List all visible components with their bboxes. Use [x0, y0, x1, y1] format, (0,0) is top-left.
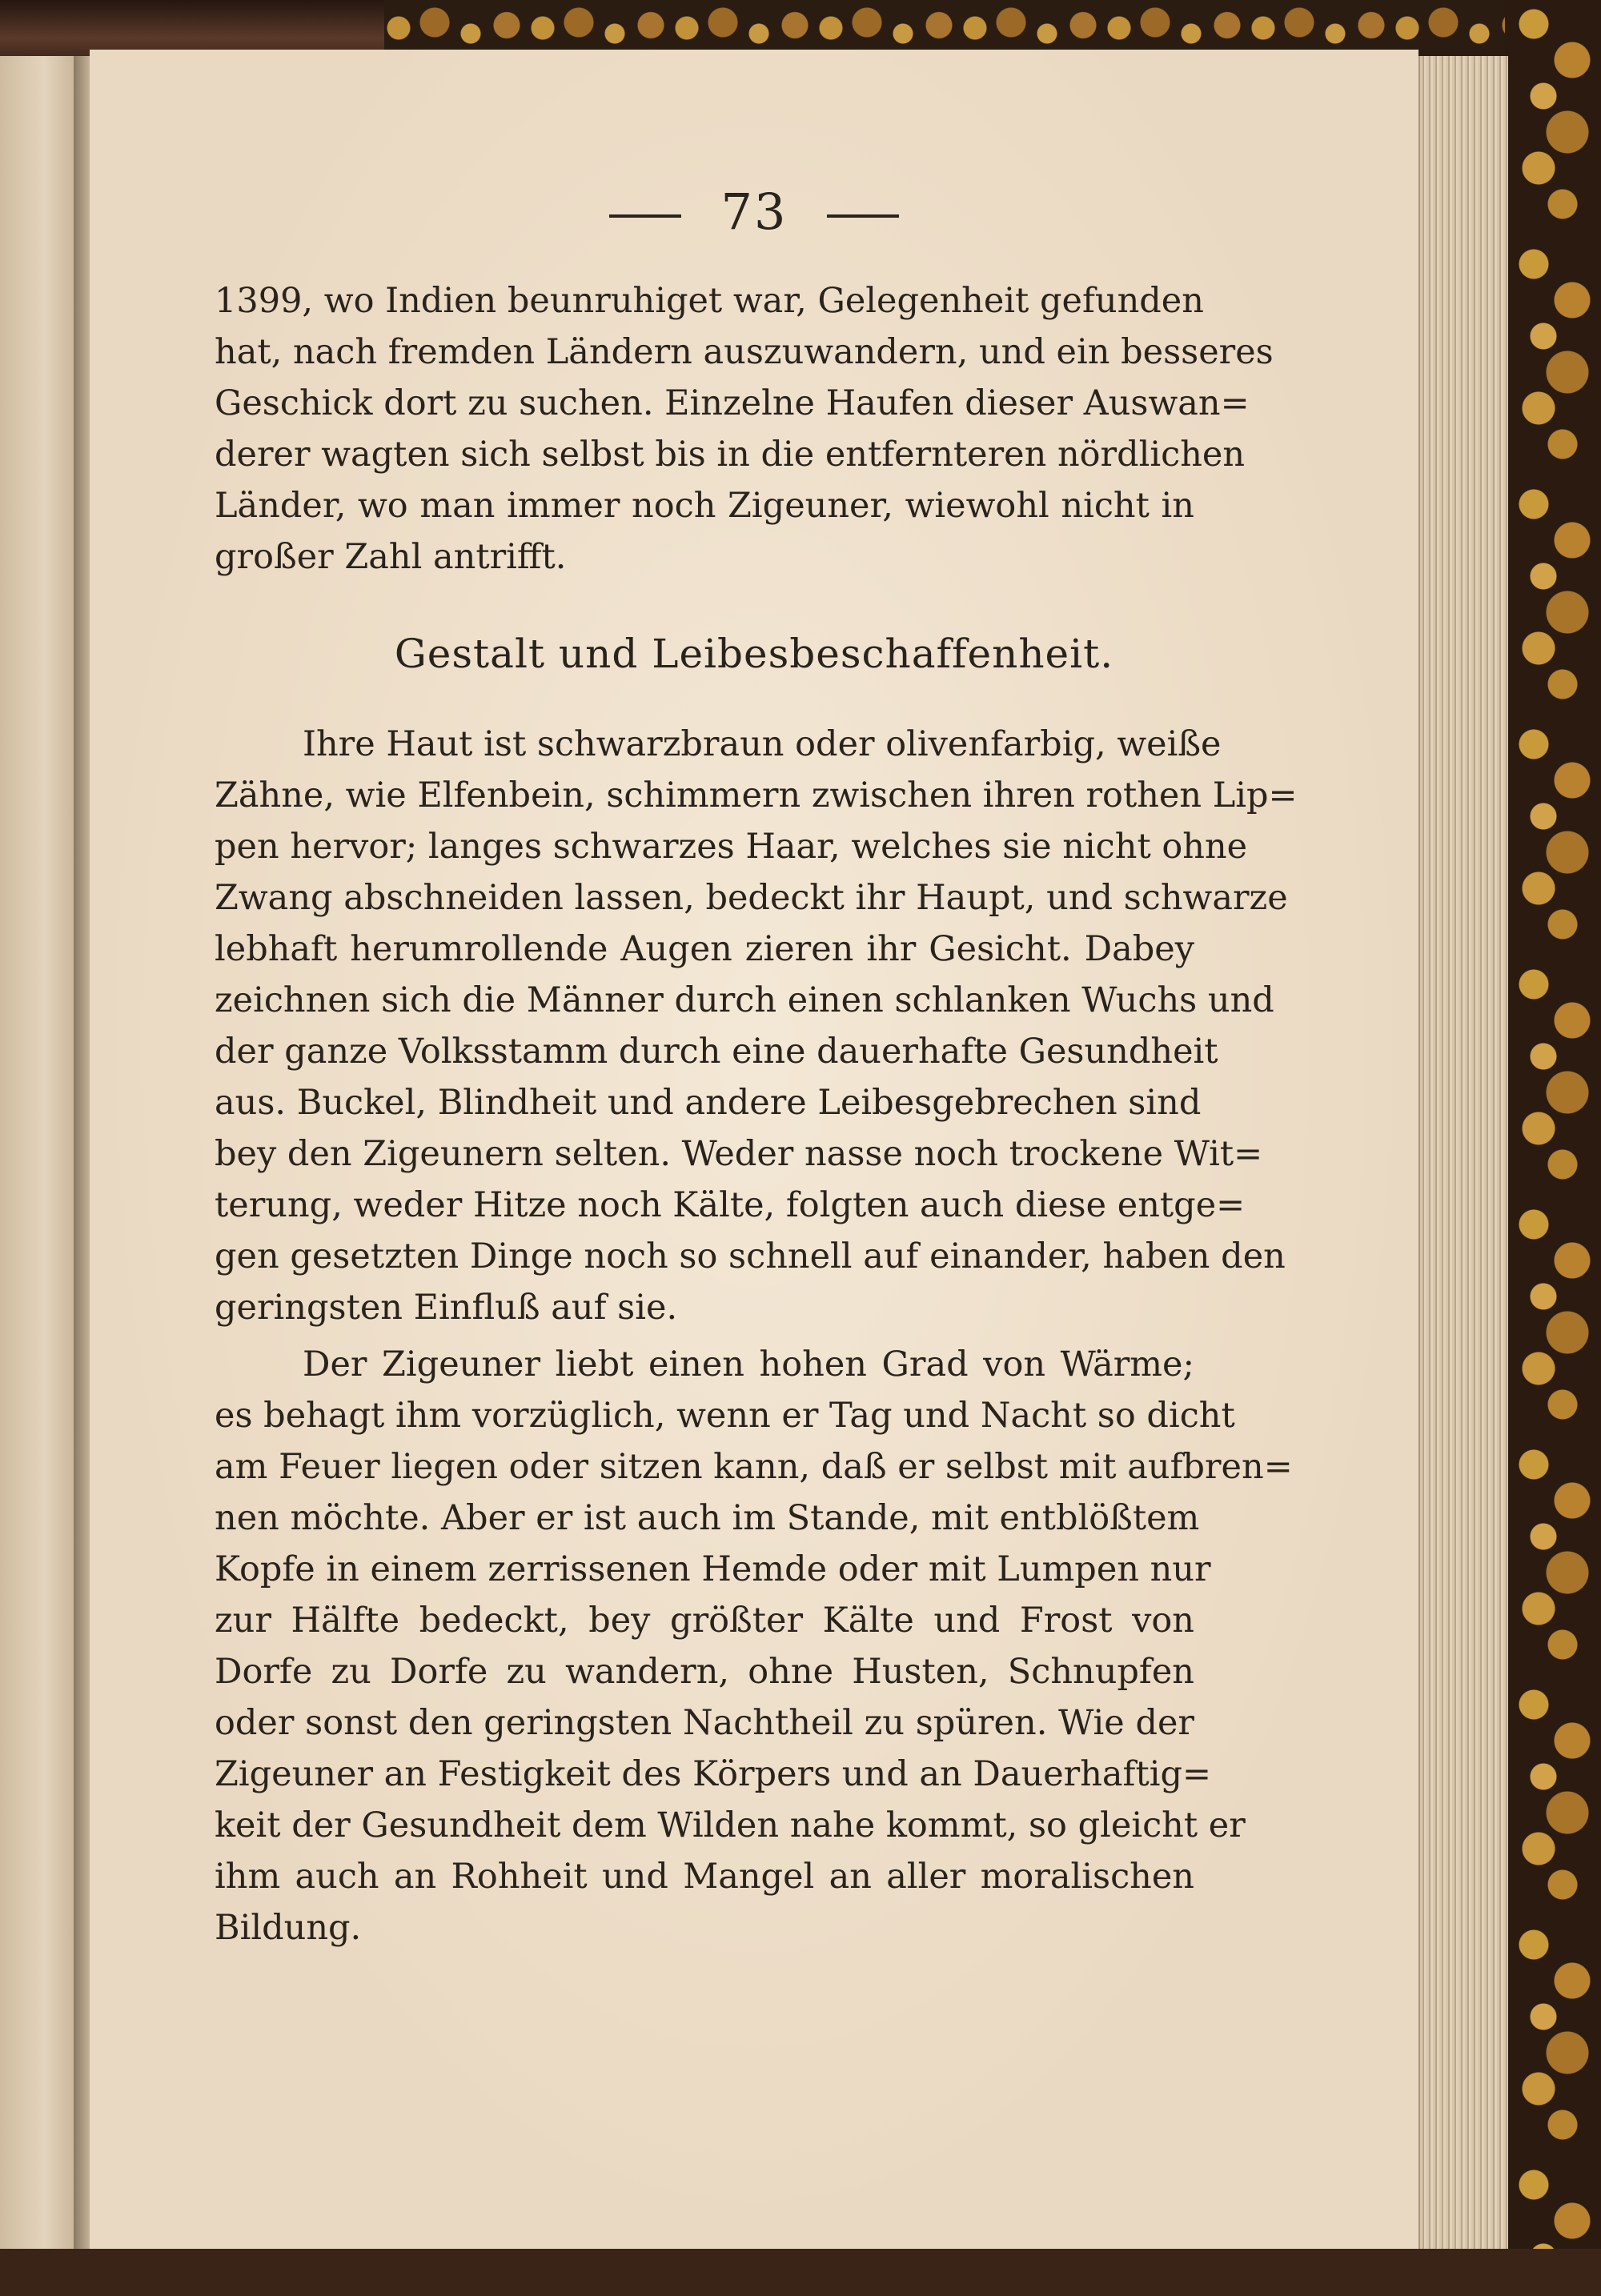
continued-paragraph [215, 275, 1274, 583]
text-line: pen hervor; langes schwarzes Haar, welches sie nicht ohne [215, 827, 1248, 867]
text-line: Länder, wo man immer noch Zigeuner, wiewohl nicht in [215, 486, 1194, 526]
text-line: gen gesetzten Dinge noch so schnell auf einander, haben den [215, 1236, 1286, 1276]
left-page-edge [0, 56, 75, 2249]
text-line: zeichnen sich die Männer durch einen schlanken Wuchs und [215, 980, 1274, 1020]
text-line: Zwang abschneiden lassen, bedeckt ihr Haupt, und schwarze [215, 878, 1288, 918]
page-number: 73 [720, 182, 788, 241]
text-line: 1399, wo Indien beunruhiget war, Gelegenheit gefunden [215, 281, 1204, 321]
text-line: es behagt ihm vorzüglich, wenn er Tag und Nacht so dicht [215, 1396, 1235, 1436]
marbled-endpaper-top [384, 0, 1521, 56]
text-line: bey den Zigeunern selten. Weder nasse noch trockene Wit= [215, 1134, 1263, 1174]
text-line: ihm auch an Rohheit und Mangel an aller moralischen [215, 1857, 1194, 1897]
text-line: Zähne, wie Elfenbein, schimmern zwischen ihren rothen Lip= [215, 775, 1298, 815]
text-line: nen möchte. Aber er ist auch im Stande, mit entblößtem [215, 1498, 1200, 1538]
text-line: oder sonst den geringsten Nachtheil zu spüren. Wie der [215, 1703, 1194, 1743]
text-line: lebhaft herumrollende Augen zieren ihr Gesicht. Dabey [215, 929, 1194, 969]
text-line: der ganze Volksstamm durch eine dauerhafte Gesundheit [215, 1032, 1218, 1072]
book-bottom-edge [0, 2249, 1601, 2296]
text-line: zur Hälfte bedeckt, bey größter Kälte und Frost von [215, 1601, 1194, 1641]
text-line: hat, nach fremden Ländern auszuwandern, und ein besseres [215, 332, 1274, 372]
text-line: Zigeuner an Festigkeit des Körpers und an Dauerhaftig= [215, 1754, 1212, 1794]
text-line: keit der Gesundheit dem Wilden nahe kommt, so gleicht er [215, 1805, 1246, 1845]
section-heading: Gestalt und Leibesbeschaffenheit. [394, 631, 1114, 677]
book-gutter [74, 56, 91, 2249]
text-line: großer Zahl antrifft. [215, 537, 567, 577]
text-line: Der Zigeuner liebt einen hohen Grad von Wärme; [303, 1344, 1194, 1384]
text-line: am Feuer liegen oder sitzen kann, daß er selbst mit aufbren= [215, 1447, 1293, 1487]
marbled-cover-right [1505, 0, 1601, 2296]
paragraph-warmth [215, 1339, 1293, 1953]
folio-dash-left-rule [609, 214, 681, 218]
paragraph-appearance [215, 719, 1298, 1333]
text-line: Ihre Haut ist schwarzbraun oder olivenfarbig, weiße [303, 724, 1222, 764]
page-number-header [90, 182, 1418, 241]
text-line: Geschick dort zu suchen. Einzelne Haufen dieser Auswan= [215, 383, 1250, 423]
text-line: aus. Buckel, Blindheit und andere Leibesgebrechen sind [215, 1083, 1202, 1123]
text-line: Kopfe in einem zerrissenen Hemde oder mit Lumpen nur [215, 1549, 1211, 1589]
text-line: geringsten Einfluß auf sie. [215, 1288, 678, 1328]
page-block-edges [1418, 56, 1508, 2249]
folio-dash-right-rule [827, 214, 899, 218]
text-line: derer wagten sich selbst bis in die entfernteren nördlichen [215, 435, 1246, 475]
text-line: Dorfe zu Dorfe zu wandern, ohne Husten, Schnupfen [215, 1652, 1194, 1692]
text-line: Bildung. [215, 1908, 362, 1948]
text-line: terung, weder Hitze noch Kälte, folgten auch diese entge= [215, 1185, 1246, 1225]
